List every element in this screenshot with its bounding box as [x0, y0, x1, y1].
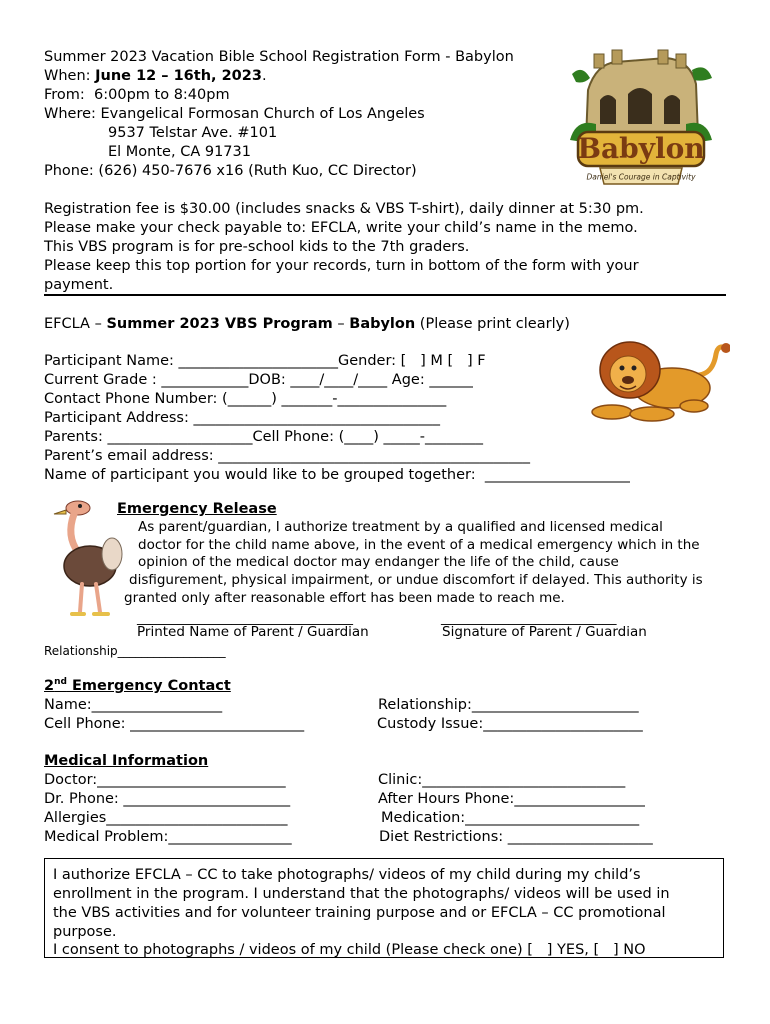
emergency-text-line-4: disfigurement, physical impairment, or undue discomfort if delayed. This authority is	[129, 572, 703, 588]
second-contact-relationship-field[interactable]: Relationship:_______________________	[378, 697, 639, 713]
address-line-2: El Monte, CA 91731	[108, 144, 251, 160]
lion-illustration	[590, 334, 730, 426]
emergency-release-heading: Emergency Release	[117, 501, 277, 517]
info-age-range: This VBS program is for pre-school kids to the 7th graders.	[44, 239, 470, 255]
consent-line-3: the VBS activities and for volunteer training purpose and or EFCLA – CC promotional	[53, 905, 666, 921]
event-date: When: June 12 – 16th, 2023.	[44, 68, 267, 84]
parent-email-field[interactable]: Parent’s email address: ___________________________________________	[44, 448, 530, 464]
allergies-field[interactable]: Allergies_________________________	[44, 810, 288, 826]
consent-line-4: purpose.	[53, 924, 117, 940]
info-fee: Registration fee is $30.00 (includes snacks & VBS T-shirt), daily dinner at 5:30 pm.	[44, 201, 644, 217]
babylon-logo	[566, 44, 716, 192]
second-contact-name-field[interactable]: Name:__________________	[44, 697, 223, 713]
event-location: Where: Evangelical Formosan Church of Los Angeles	[44, 106, 425, 122]
doctor-field[interactable]: Doctor:__________________________	[44, 772, 286, 788]
participant-name-field[interactable]: Participant Name: ______________________Gender: [ ] M [ ] F	[44, 353, 486, 369]
emergency-text-line-3: opinion of the medical doctor may endanger the life of the child, cause	[138, 554, 619, 570]
group-together-field[interactable]: Name of participant you would like to be grouped together: ____________________	[44, 467, 630, 483]
consent-checkbox-line[interactable]: I consent to photographs / videos of my child (Please check one) [ ] YES, [ ] NO	[53, 942, 646, 958]
emergency-text-line-5: granted only after reasonable effort has been made to reach me.	[124, 590, 565, 606]
signature-line[interactable]: __________________________	[441, 610, 617, 626]
address-line-1: 9537 Telstar Ave. #101	[108, 125, 278, 141]
info-payment: payment.	[44, 277, 114, 293]
printed-name-label: Printed Name of Parent / Guardian	[137, 624, 369, 640]
contact-phone-field[interactable]: Contact Phone Number: (______) _______-_______________	[44, 391, 447, 407]
medical-info-heading: Medical Information	[44, 753, 209, 769]
after-hours-phone-field[interactable]: After Hours Phone:__________________	[378, 791, 645, 807]
section-divider	[44, 294, 726, 296]
program-title: EFCLA – Summer 2023 VBS Program – Babylon (Please print clearly)	[44, 316, 570, 332]
consent-line-2: enrollment in the program. I understand that the photographs/ videos will be used in	[53, 886, 670, 902]
form-title: Summer 2023 Vacation Bible School Registration Form - Babylon	[44, 49, 514, 65]
clinic-field[interactable]: Clinic:____________________________	[378, 772, 626, 788]
info-keep: Please keep this top portion for your records, turn in bottom of the form with your	[44, 258, 639, 274]
medication-field[interactable]: Medication:________________________	[381, 810, 640, 826]
signature-label: Signature of Parent / Guardian	[442, 624, 647, 640]
second-contact-heading: 2nd Emergency Contact	[44, 677, 231, 694]
emergency-text-line-2: doctor for the child name above, in the event of a medical emergency which in the	[138, 537, 700, 553]
consent-line-1: I authorize EFCLA – CC to take photographs/ videos of my child during my child’s	[53, 867, 641, 883]
doctor-phone-field[interactable]: Dr. Phone: _______________________	[44, 791, 291, 807]
diet-restrictions-field[interactable]: Diet Restrictions: ____________________	[379, 829, 653, 845]
second-contact-cell-field[interactable]: Cell Phone: ________________________	[44, 716, 305, 732]
svg-text:Babylon: Babylon	[577, 132, 705, 165]
custody-issue-field[interactable]: Custody Issue:______________________	[377, 716, 643, 732]
svg-text:Daniel's Courage in Captivity: Daniel's Courage in Captivity	[586, 172, 696, 182]
contact-phone: Phone: (626) 450-7676 x16 (Ruth Kuo, CC Director)	[44, 163, 417, 179]
parents-cell-field[interactable]: Parents: ____________________Cell Phone: (____) _____-________	[44, 429, 483, 445]
printed-name-line[interactable]: ________________________________	[137, 610, 353, 626]
medical-problem-field[interactable]: Medical Problem:_________________	[44, 829, 292, 845]
relationship-field[interactable]: Relationship__________________	[44, 644, 226, 658]
emergency-text-line-1: As parent/guardian, I authorize treatment by a qualified and licensed medical	[138, 519, 663, 535]
event-time: From: 6:00pm to 8:40pm	[44, 87, 230, 103]
participant-address-field[interactable]: Participant Address: __________________________________	[44, 410, 440, 426]
grade-dob-age-field[interactable]: Current Grade : ____________DOB: ____/____/____ Age: ______	[44, 372, 473, 388]
info-check: Please make your check payable to: EFCLA, write your child’s name in the memo.	[44, 220, 638, 236]
